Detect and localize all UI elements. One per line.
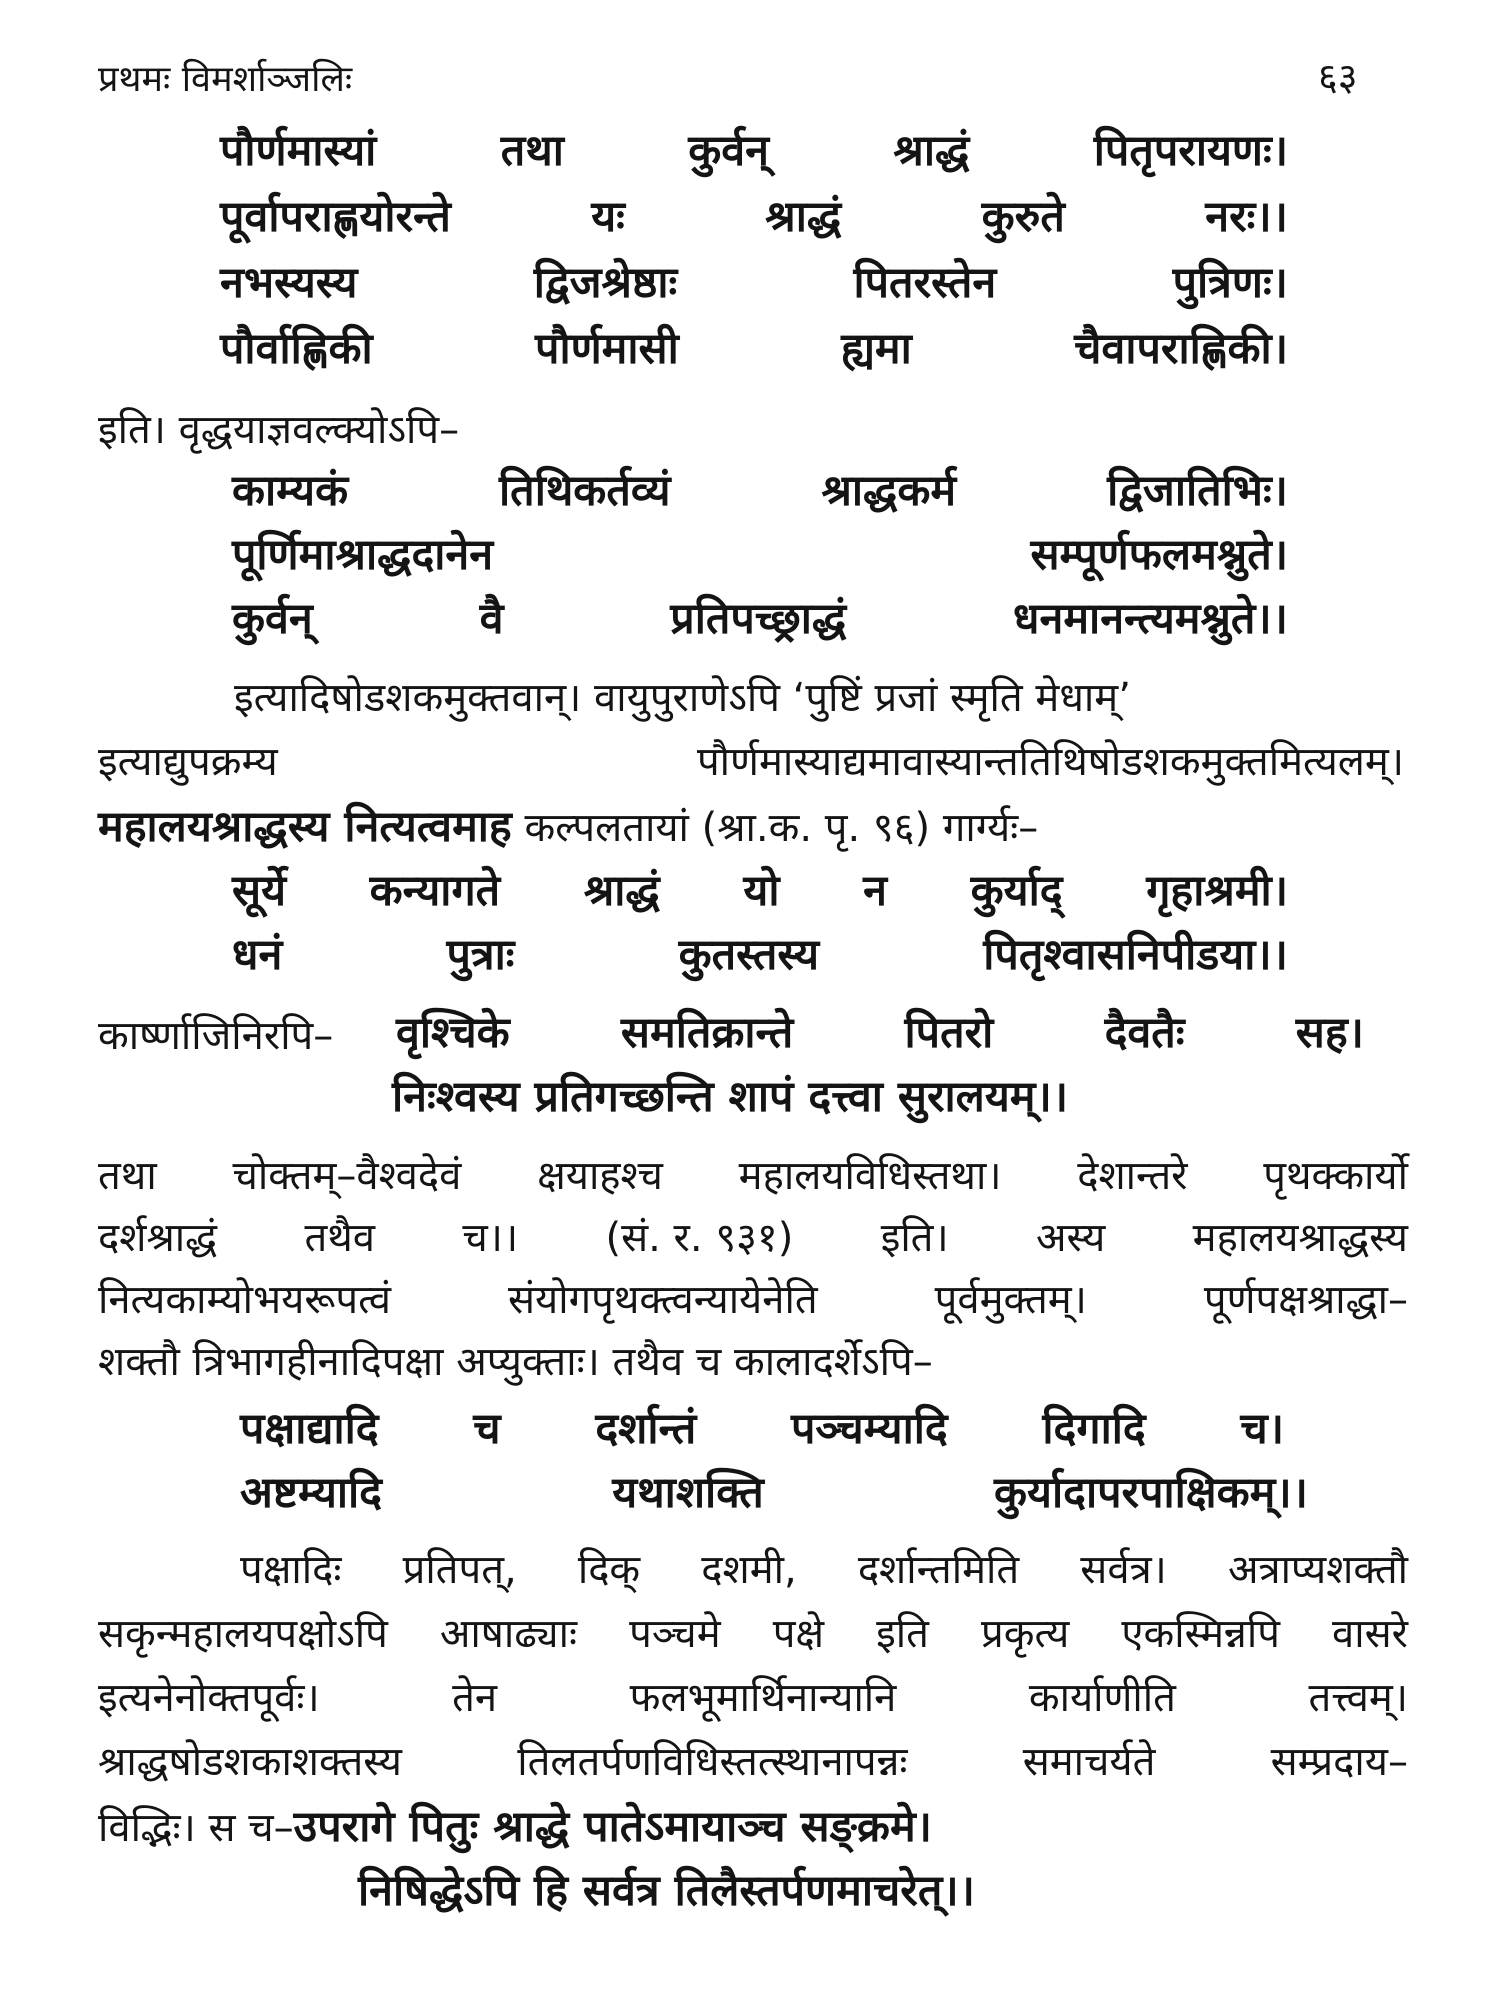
- word: पितरो: [904, 1008, 994, 1058]
- word: समाचर्यते: [1022, 1739, 1156, 1785]
- para-3-line-5: [98, 1802, 932, 1852]
- word: पौर्वाह्णिकी: [220, 324, 373, 374]
- word: नरः।।: [1205, 192, 1288, 242]
- word: फलभूमार्थिनान्यानि: [629, 1675, 897, 1721]
- para-1-line-2: [98, 739, 1404, 785]
- mahalaya-bold: महालयश्राद्धस्य नित्यत्वमाह: [98, 802, 512, 852]
- word: पूर्वापराह्णयोरन्ते: [220, 192, 451, 242]
- para-3-line-5-plain: विद्भिः। स च–: [98, 1805, 294, 1851]
- word: वासरे: [1332, 1611, 1408, 1657]
- word: इत्यनेनोक्तपूर्वः।: [98, 1675, 320, 1721]
- word: पूर्णिमाश्राद्धदानेन: [232, 530, 494, 580]
- word: दशमी,: [701, 1547, 797, 1593]
- verse-2-line-2: [232, 530, 1288, 580]
- word: एकस्मिन्नपि: [1121, 1611, 1280, 1657]
- word: इति।: [880, 1215, 949, 1261]
- word: यः: [591, 192, 625, 242]
- karshna-prefix: कार्ष्णाजिनिरपि–: [98, 1013, 334, 1059]
- word: आषाढ्याः: [439, 1611, 578, 1657]
- mahalaya-line: [98, 802, 1039, 852]
- word: पक्षादिः: [240, 1547, 342, 1593]
- word: यो: [743, 866, 780, 916]
- word: सूर्ये: [232, 866, 287, 916]
- word: श्राद्धं: [583, 866, 660, 916]
- verse-1-line-1: [220, 126, 1288, 176]
- word: तथैव: [304, 1215, 376, 1261]
- verse-4-line-1: [240, 1404, 1284, 1454]
- word: अस्य: [1036, 1215, 1106, 1261]
- word: कुर्वन्: [232, 594, 313, 644]
- word: कुर्वन्: [688, 126, 770, 176]
- word: देशान्तरे: [1077, 1153, 1188, 1199]
- word: च: [473, 1404, 501, 1454]
- word: नित्यकाम्योभयरूपत्वं: [98, 1277, 391, 1323]
- word: सह।: [1295, 1008, 1364, 1058]
- word: कार्याणीति: [1028, 1675, 1176, 1721]
- para-2-line-2: [98, 1215, 1408, 1261]
- para-2-line-3: [98, 1277, 1408, 1323]
- para-3-line-5-bold: उपरागे पितुः श्राद्धे पातेऽमायाञ्च सङ्क्रमे।: [293, 1802, 932, 1852]
- word: नभस्यस्य: [220, 258, 358, 308]
- word: समतिक्रान्ते: [620, 1008, 794, 1058]
- word: दैवतैः: [1104, 1008, 1185, 1058]
- word: पञ्चम्यादि: [790, 1404, 948, 1454]
- word: च।।: [462, 1215, 519, 1261]
- verse-1-line-3: [220, 258, 1288, 308]
- intro-line: इति। वृद्धयाज्ञवल्क्योऽपि–: [98, 407, 460, 453]
- word: गृहाश्रमी।: [1146, 866, 1288, 916]
- word: धनमानन्त्यमश्नुते।।: [1013, 594, 1288, 644]
- word: पुत्राः: [446, 930, 515, 980]
- karshna-verse-line-1: [396, 1008, 1364, 1058]
- word: द्विजश्रेष्ठाः: [533, 258, 678, 308]
- word: सकृन्महालयपक्षोऽपि: [98, 1611, 388, 1657]
- para-3-line-2: [98, 1611, 1408, 1657]
- page-number: ६३: [1318, 55, 1358, 99]
- word: महालयश्राद्धस्य: [1192, 1215, 1408, 1261]
- para-3-line-6: निषिद्धेऽपि हि सर्वत्र तिलैस्तर्पणमाचरेत्।।: [358, 1866, 975, 1916]
- word: पौर्णमास्यां: [220, 126, 377, 176]
- word: दिक्: [577, 1547, 641, 1593]
- word: महालयविधिस्तथा।: [738, 1153, 1002, 1199]
- word: पुत्रिणः।: [1172, 258, 1288, 308]
- word: प्रतिपत्,: [402, 1547, 517, 1593]
- running-title: प्रथमः विमर्शाञ्जलिः: [98, 59, 353, 100]
- word: सम्प्रदाय–: [1270, 1739, 1408, 1785]
- word: श्राद्धकर्म: [821, 466, 957, 516]
- word: कुरुते: [981, 192, 1065, 242]
- verse-2-line-3: [232, 594, 1288, 644]
- para-3-line-3: [98, 1675, 1408, 1721]
- word: सम्पूर्णफलमश्नुते।: [1030, 530, 1288, 580]
- karshna-verse-line-2: निःश्वस्य प्रतिगच्छन्ति शापं दत्त्वा सुरालयम्।।: [392, 1072, 1069, 1122]
- word: पौर्णमासी: [535, 324, 679, 374]
- word: इत्याद्युपक्रम्य: [98, 739, 278, 785]
- word: सर्वत्र।: [1080, 1547, 1167, 1593]
- word: धनं: [232, 930, 283, 980]
- word: श्राद्धं: [765, 192, 842, 242]
- word: तिथिकर्तव्यं: [499, 466, 671, 516]
- word: कन्यागते: [369, 866, 501, 916]
- word: तथा: [500, 126, 564, 176]
- word: न: [863, 866, 887, 916]
- para-3-line-1: [240, 1547, 1408, 1593]
- word: पक्षे: [772, 1611, 825, 1657]
- verse-2-line-1: [232, 466, 1288, 516]
- verse-3-line-1: [232, 866, 1288, 916]
- word: पक्षाद्यादि: [240, 1404, 379, 1454]
- verse-3-line-2: [232, 930, 1288, 980]
- word: तत्त्वम्।: [1308, 1675, 1408, 1721]
- word: पितृश्वासनिपीडया।।: [983, 930, 1288, 980]
- para-1-line-1: इत्यादिषोडशकमुक्तवान्। वायुपुराणेऽपि ‘पुष्टिं प्रजां स्मृति मेधाम्’: [234, 675, 1131, 721]
- word: पृथक्कार्यो: [1263, 1153, 1408, 1199]
- para-2-line-4: शक्तौ त्रिभागहीनादिपक्षा अप्युक्ताः। तथैव च कालादर्शेऽपि–: [98, 1339, 933, 1385]
- word: काम्यकं: [232, 466, 349, 516]
- word: चोक्तम्–वैश्वदेवं: [232, 1153, 462, 1199]
- word: अत्राप्यशक्तौ: [1227, 1547, 1408, 1593]
- word: कुर्यादापरपाक्षिकम्।।: [994, 1468, 1308, 1518]
- word: श्राद्धषोडशकाशक्तस्य: [98, 1739, 402, 1785]
- verse-1-line-2: [220, 192, 1288, 242]
- word: संयोगपृथक्त्वन्यायेनेति: [508, 1277, 818, 1323]
- word: कुतस्तस्य: [678, 930, 820, 980]
- word: प्रतिपच्छ्राद्धं: [670, 594, 847, 644]
- word: दिगादि: [1042, 1404, 1146, 1454]
- word: तिलतर्पणविधिस्तत्स्थानापन्नः: [517, 1739, 908, 1785]
- word: पितरस्तेन: [853, 258, 997, 308]
- word: वृश्चिके: [396, 1008, 510, 1058]
- para-3-line-4: [98, 1739, 1408, 1785]
- verse-1-line-4: [220, 324, 1288, 374]
- word: यथाशक्ति: [612, 1468, 764, 1518]
- word: पूर्णपक्षश्राद्धा–: [1203, 1277, 1408, 1323]
- word: तेन: [452, 1675, 498, 1721]
- word: दर्शान्तमिति: [857, 1547, 1020, 1593]
- word: दर्शान्तं: [595, 1404, 697, 1454]
- word: तथा: [98, 1153, 157, 1199]
- word: पूर्वमुक्तम्।: [934, 1277, 1087, 1323]
- word: अष्टम्यादि: [240, 1468, 382, 1518]
- word: पौर्णमास्याद्यमावास्यान्ततिथिषोडशकमुक्तमित्यलम्।: [696, 739, 1404, 785]
- word: वै: [479, 594, 504, 644]
- word: (सं. र. ९३१): [605, 1215, 794, 1261]
- word: चैवापराह्णिकी।: [1074, 324, 1288, 374]
- word: च।: [1240, 1404, 1284, 1454]
- word: पञ्चमे: [629, 1611, 721, 1657]
- para-2-line-1: [98, 1153, 1408, 1199]
- verse-4-line-2: [240, 1468, 1308, 1518]
- word: इति: [876, 1611, 929, 1657]
- word: प्रकृत्य: [981, 1611, 1070, 1657]
- word: दर्शश्राद्धं: [98, 1215, 218, 1261]
- mahalaya-rest: कल्पलतायां (श्रा.क. पृ. ९६) गार्ग्यः–: [511, 805, 1039, 851]
- word: क्षयाहश्च: [537, 1153, 663, 1199]
- word: पितृपरायणः।: [1093, 126, 1288, 176]
- word: द्विजातिभिः।: [1107, 466, 1288, 516]
- word: श्राद्धं: [893, 126, 970, 176]
- word: ह्यमा: [841, 324, 912, 374]
- word: कुर्याद्: [970, 866, 1063, 916]
